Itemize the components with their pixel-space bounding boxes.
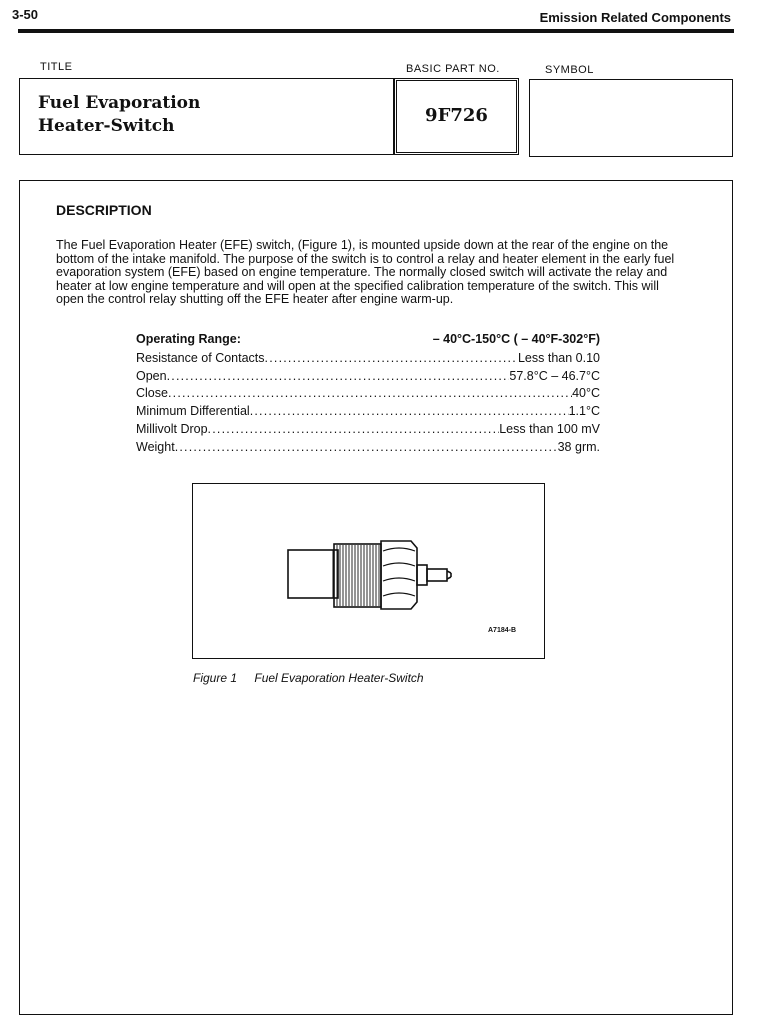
operating-range-label: Operating Range:	[136, 332, 241, 346]
spec-row	[136, 439, 600, 456]
spec-value: 57.8°C – 46.7°C	[509, 369, 600, 383]
leader-dots	[168, 385, 572, 402]
spec-row	[136, 421, 600, 438]
leader-dots	[175, 439, 558, 456]
symbol-box	[529, 79, 733, 157]
figure-caption-number: Figure 1	[193, 671, 238, 685]
spec-label: Weight	[136, 440, 175, 454]
figure-caption-text: Fuel Evaporation Heater-Switch	[254, 671, 424, 685]
spec-label: Millivolt Drop	[136, 422, 208, 436]
spec-label: Resistance of Contacts	[136, 351, 265, 365]
component-title-line1: Fuel Evaporation	[38, 93, 201, 113]
spec-row	[136, 385, 600, 402]
part-number-label: BASIC PART NO.	[406, 63, 500, 75]
thread-lines	[337, 545, 379, 606]
spec-row	[136, 368, 600, 385]
symbol-label: SYMBOL	[545, 64, 594, 76]
title-divider	[393, 78, 395, 155]
spec-value: Less than 100 mV	[499, 422, 600, 436]
spec-label: Close	[136, 386, 168, 400]
leader-dots	[167, 368, 510, 385]
description-body: The Fuel Evaporation Heater (EFE) switch, (Figure 1), is mounted upside down at the rear of the engine on the bottom of the intake manifold. The purpose of the switch is to control a relay and heater element in the early fuel evaporation system (EFE) based on engine temperature. The normally closed switch will activate the relay and heater at low engine temperature and will open at the specified calibration temperature of the switch. This will open the control relay shutting off the EFE heater after engine warm-up.	[56, 238, 675, 307]
spec-row	[136, 350, 600, 367]
operating-range-row	[136, 331, 600, 348]
leader-dots	[208, 421, 500, 438]
figure-caption	[193, 671, 424, 685]
spec-row	[136, 403, 600, 420]
section-title: Emission Related Components	[539, 10, 731, 25]
leader-dots	[250, 403, 569, 420]
spec-value: 38 grm.	[557, 440, 600, 454]
title-label: TITLE	[40, 61, 73, 73]
spec-value: 1.1°C	[568, 404, 600, 418]
spec-value: Less than 0.10	[517, 351, 600, 365]
component-title	[38, 92, 200, 138]
leader-dots	[265, 350, 518, 367]
spec-label: Minimum Differential	[136, 404, 250, 418]
spec-value: 40°C	[572, 386, 600, 400]
component-title-line2: Heater-Switch	[38, 116, 175, 136]
part-number: 9F726	[425, 105, 488, 126]
figure-code: A7184-B	[488, 627, 517, 634]
spec-label: Open	[136, 369, 167, 383]
operating-range-value: – 40°C-150°C ( – 40°F-302°F)	[432, 332, 600, 346]
page-number: 3-50	[12, 7, 39, 22]
header-rule	[18, 29, 734, 33]
description-heading: DESCRIPTION	[56, 202, 152, 218]
